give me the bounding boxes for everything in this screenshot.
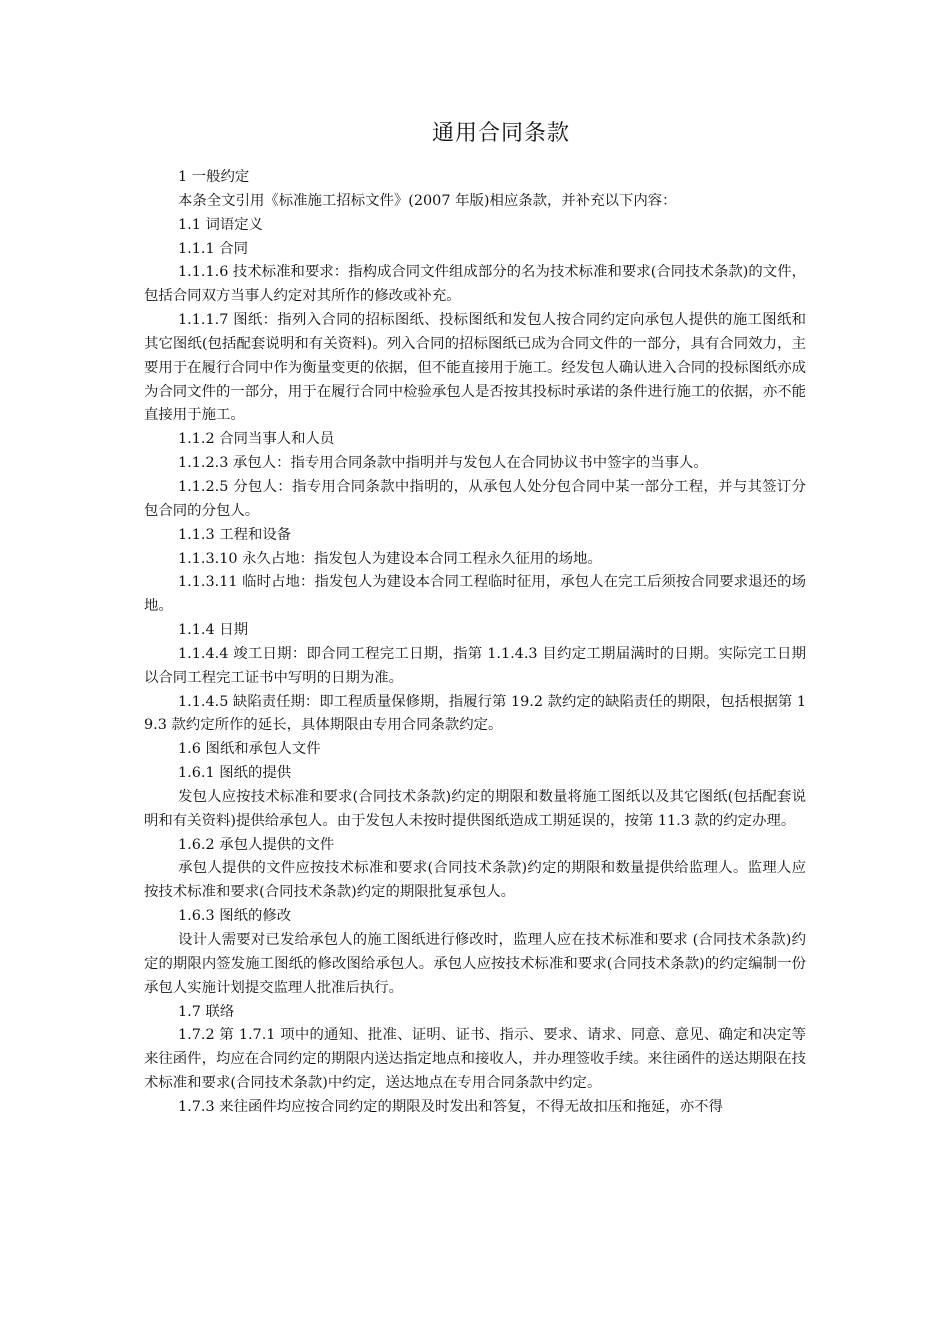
clause-paragraph: 1.1.3.11 临时占地：指发包人为建设本合同工程临时征用，承包人在完工后须按合同要求退还的场地。 [144, 574, 806, 615]
body-paragraph: 承包人提供的文件应按技术标准和要求(合同技术条款)约定的期限和数量提供给监理人。监理人应按技术标准和要求(合同技术条款)约定的期限批复承包人。 [144, 860, 806, 901]
body-paragraph: 本条全文引用《标准施工招标文件》(2007 年版)相应条款，并补充以下内容： [178, 192, 677, 209]
section-heading: 1.6 图纸和承包人文件 [178, 741, 321, 758]
section-heading: 1.1.3 工程和设备 [178, 526, 292, 543]
clause-paragraph: 1.1.3.10 永久占地：指发包人为建设本合同工程永久征用的场地。 [178, 550, 602, 567]
clause-paragraph: 1.1.4.5 缺陷责任期：即工程质量保修期，指履行第 19.2 款约定的缺陷责任的期限，包括根据第 19.3 款约定所作的延长，具体期限由专用合同条款约定。 [144, 693, 806, 734]
body-paragraph: 发包人应按技术标准和要求(合同技术条款)约定的期限和数量将施工图纸以及其它图纸(包括配套说明和有关资料)提供给承包人。由于发包人未按时提供图纸造成工期延误的，按第 11.3 款的约定办理。 [144, 788, 806, 829]
section-heading: 1.6.1 图纸的提供 [178, 765, 292, 782]
section-heading: 1.7 联络 [178, 1003, 235, 1020]
body-paragraph: 设计人需要对已发给承包人的施工图纸进行修改时，监理人应在技术标准和要求 (合同技术条款)约定的期限内签发施工图纸的修改图给承包人。承包人应按技术标准和要求(合同技术条款)的约定编制一份承包人实施计划提交监理人批准后执行。 [144, 932, 806, 996]
section-heading: 1 一般约定 [178, 169, 250, 185]
document-title: 通用合同条款 [431, 121, 570, 146]
clause-paragraph: 1.1.1.7 图纸：指列入合同的招标图纸、投标图纸和发包人按合同约定向承包人提供的施工图纸和其它图纸(包括配套说明和有关资料)。列入合同的招标图纸已成为合同文件的一部分，具有合同效力，主要用于在履行合同中作为衡量变更的依据，但不能直接用于施工。经发包人确认进入合同的投标图纸亦成为合同文件的一部分，用于在履行合同中检验承包人是否按其投标时承诺的条件进行施工的依据，亦不能直接用于施工。 [144, 312, 806, 424]
clause-paragraph: 1.7.3 来往函件均应按合同约定的期限及时发出和答复，不得无故扣压和拖延，亦不得 [178, 1098, 723, 1115]
clause-paragraph: 1.1.1.6 技术标准和要求：指构成合同文件组成部分的名为技术标准和要求(合同技术条款)的文件，包括合同双方当事人约定对其所作的修改或补充。 [144, 264, 806, 305]
clause-paragraph: 1.1.2.5 分包人：指专用合同条款中指明的，从承包人处分包合同中某一部分工程，并与其签订分包合同的分包人。 [144, 478, 806, 519]
clause-paragraph: 1.1.2.3 承包人：指专用合同条款中指明并与发包人在合同协议书中签字的当事人。 [178, 455, 708, 472]
section-heading: 1.6.3 图纸的修改 [178, 908, 292, 925]
section-heading: 1.1.2 合同当事人和人员 [178, 431, 335, 448]
clause-paragraph: 1.7.2 第 1.7.1 项中的通知、批准、证明、证书、指示、要求、请求、同意、意见、确定和决定等来往函件，均应在合同约定的期限内送达指定地点和接收人，并办理签收手续。来往函件的送达期限在技术标准和要求(合同技术条款)中约定，送达地点在专用合同条款中约定。 [144, 1027, 806, 1092]
section-heading: 1.6.2 承包人提供的文件 [178, 836, 335, 853]
section-heading: 1.1.4 日期 [178, 622, 248, 639]
section-heading: 1.1.1 合同 [178, 240, 248, 257]
section-heading: 1.1 词语定义 [178, 216, 264, 233]
document-body [144, 166, 806, 1120]
clause-paragraph: 1.1.4.4 竣工日期：即合同工程完工日期，指第 1.1.4.3 目约定工期届满时的日期。实际完工日期以合同工程完工证书中写明的日期为准。 [144, 645, 806, 686]
